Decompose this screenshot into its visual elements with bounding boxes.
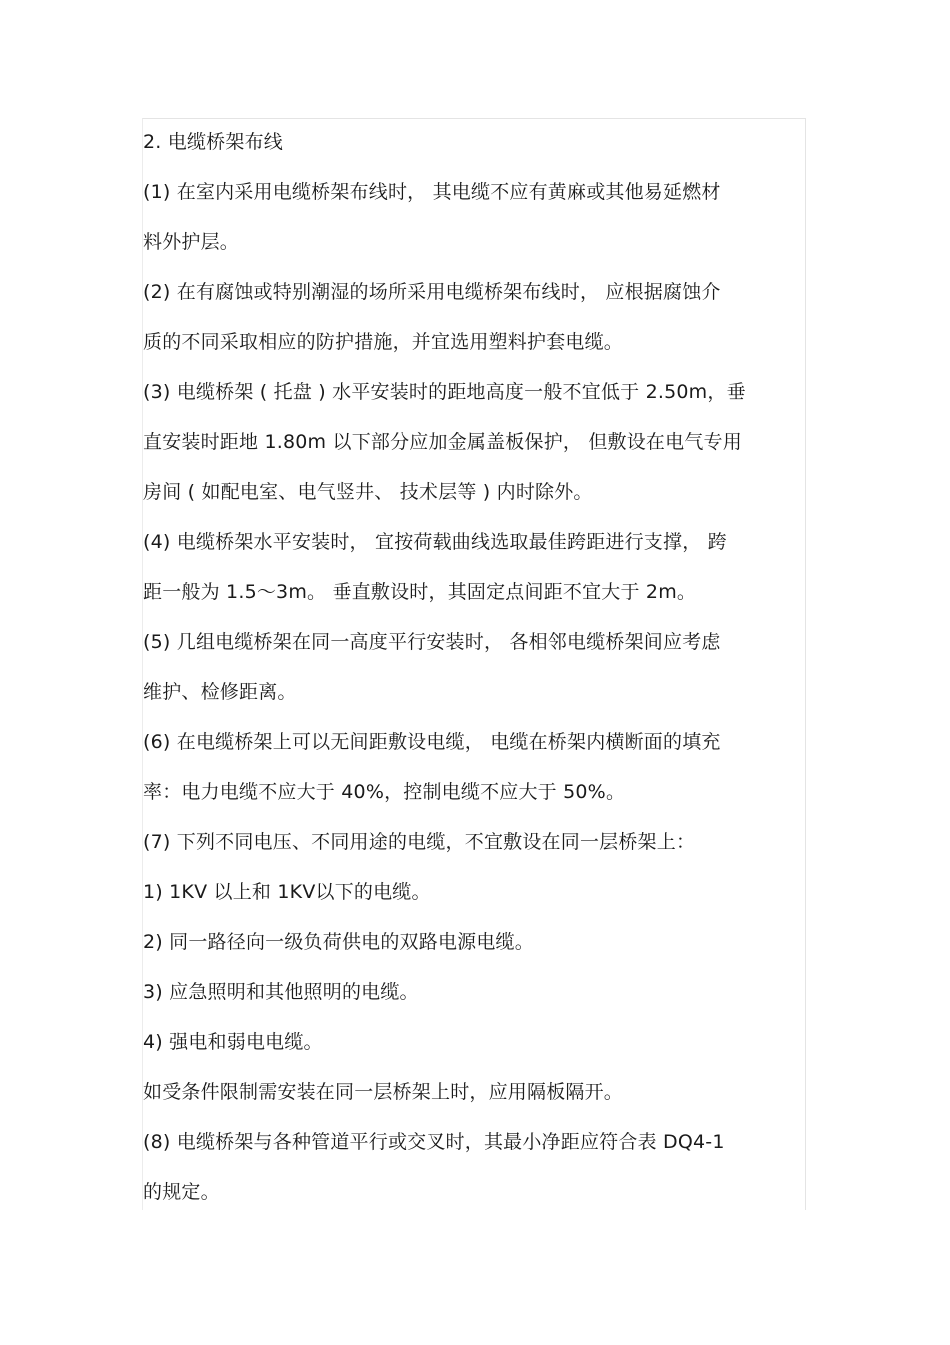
- text-line: (5) 几组电缆桥架在同一高度平行安装时， 各相邻电缆桥架间应考虑: [143, 631, 721, 653]
- text-line: (8) 电缆桥架与各种管道平行或交叉时，其最小净距应符合表 DQ4-1: [143, 1131, 725, 1153]
- document-body: [143, 122, 823, 1222]
- text-line: (3) 电缆桥架 ( 托盘 ) 水平安装时的距地高度一般不宜低于 2.50m，垂: [143, 381, 746, 403]
- text-line: 如受条件限制需安装在同一层桥架上时，应用隔板隔开。: [143, 1081, 624, 1103]
- section-heading: 2. 电缆桥架布线: [143, 131, 283, 153]
- text-line: 4) 强电和弱电电缆。: [143, 1031, 323, 1053]
- text-line: (4) 电缆桥架水平安装时， 宜按荷载曲线选取最佳跨距进行支撑， 跨: [143, 531, 727, 553]
- text-line: (6) 在电缆桥架上可以无间距敷设电缆， 电缆在桥架内横断面的填充: [143, 731, 721, 753]
- text-line: 2) 同一路径向一级负荷供电的双路电源电缆。: [143, 931, 534, 953]
- text-line: (1) 在室内采用电缆桥架布线时， 其电缆不应有黄麻或其他易延燃材: [143, 181, 721, 203]
- text-line: 维护、检修距离。: [143, 681, 297, 703]
- text-line: 1) 1KV 以上和 1KV以下的电缆。: [143, 881, 431, 903]
- text-line: 质的不同采取相应的防护措施，并宜选用塑料护套电缆。: [143, 331, 624, 353]
- text-line: 的规定。: [143, 1181, 220, 1203]
- text-line: (7) 下列不同电压、不同用途的电缆，不宜敷设在同一层桥架上：: [143, 831, 696, 853]
- text-line: 率：电力电缆不应大于 40%，控制电缆不应大于 50%。: [143, 781, 626, 803]
- text-line: 3) 应急照明和其他照明的电缆。: [143, 981, 419, 1003]
- text-line: 距一般为 1.5～3m。 垂直敷设时，其固定点间距不宜大于 2m。: [143, 581, 697, 603]
- text-line: (2) 在有腐蚀或特别潮湿的场所采用电缆桥架布线时， 应根据腐蚀介: [143, 281, 721, 303]
- text-line: 房间 ( 如配电室、电气竖井、 技术层等 ) 内时除外。: [143, 481, 593, 503]
- text-line: 直安装时距地 1.80m 以下部分应加金属盖板保护， 但敷设在电气专用: [143, 431, 742, 453]
- text-line: 料外护层。: [143, 231, 240, 253]
